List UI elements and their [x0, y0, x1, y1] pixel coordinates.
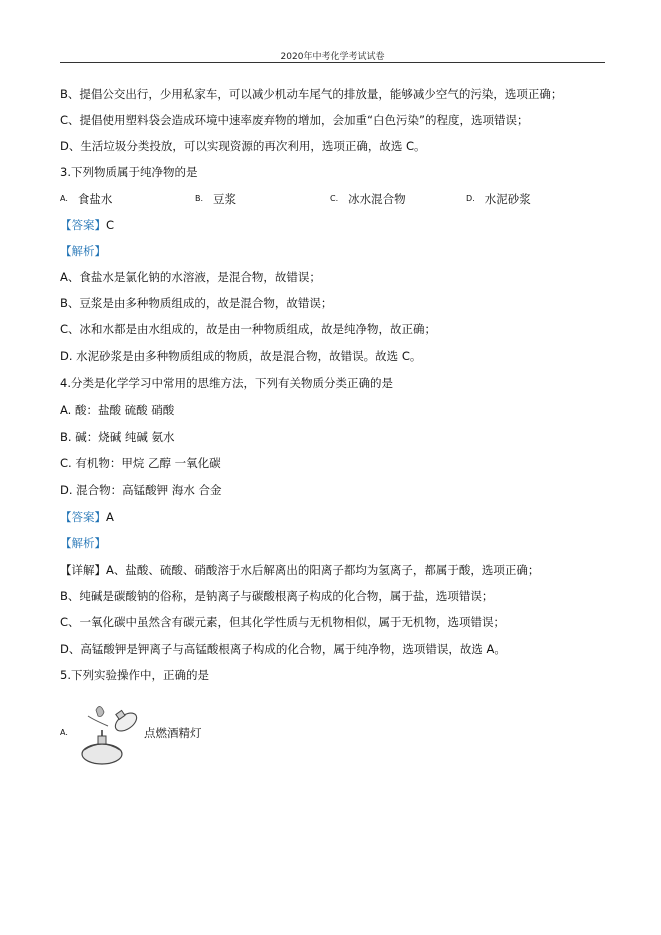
text-line: B、提倡公交出行，少用私家车，可以减少机动车尾气的排放量，能够减少空气的污染，选项正确； [60, 87, 563, 101]
header-rule [60, 62, 605, 63]
q4-answer: 【答案】A [60, 510, 114, 524]
q3-option-d: D. 水泥砂浆 [466, 192, 531, 206]
q5-option-a-key: A. [60, 728, 68, 737]
q4-option-b: B. 碱：烧碱 纯碱 氨水 [60, 430, 175, 444]
analysis-line: B、纯碱是碳酸钠的俗称，是钠离子与碳酸根离子构成的化合物，属于盐，选项错误； [60, 589, 494, 603]
question-3-stem: 3.下列物质属于纯净物的是 [60, 165, 198, 179]
q5-option-a-text: 点燃酒精灯 [144, 726, 202, 740]
analysis-line: C、冰和水都是由水组成的，故是由一种物质组成，故是纯净物，故正确； [60, 322, 437, 336]
q4-option-a: A. 酸：盐酸 硫酸 硝酸 [60, 403, 175, 417]
q4-analysis-tag: 【解析】 [60, 536, 106, 550]
q3-answer: 【答案】C [60, 218, 115, 232]
question-5-stem: 5.下列实验操作中，正确的是 [60, 668, 209, 682]
question-4-stem: 4.分类是化学学习中常用的思维方法，下列有关物质分类正确的是 [60, 376, 393, 390]
q4-detail: 【详解】A、盐酸、硫酸、硝酸溶于水后解离出的阳离子都均为氢离子，都属于酸，选项正确； [60, 563, 540, 577]
analysis-line: D、高锰酸钾是钾离子与高锰酸根离子构成的化合物，属于纯净物，选项错误，故选 A。 [60, 642, 506, 656]
q3-analysis-tag: 【解析】 [60, 244, 106, 258]
q4-option-c: C. 有机物：甲烷 乙醇 一氧化碳 [60, 456, 221, 470]
q3-option-b: B. 豆浆 [195, 192, 237, 206]
alcohol-lamp-lighting-figure [74, 702, 144, 768]
analysis-line: B、豆浆是由多种物质组成的，故是混合物，故错误； [60, 296, 333, 310]
q3-option-c: C. 冰水混合物 [330, 192, 406, 206]
text-line: D、生活垃圾分类投放，可以实现资源的再次利用，选项正确，故选 C。 [60, 139, 426, 153]
analysis-line: C、一氧化碳中虽然含有碳元素，但其化学性质与无机物相似，属于无机物，选项错误； [60, 615, 506, 629]
q3-option-a: A. 食盐水 [60, 192, 113, 206]
analysis-line: D. 水泥砂浆是由多种物质组成的物质，故是混合物，故错误。故选 C。 [60, 349, 422, 363]
text-line: C、提倡使用塑料袋会造成环境中速率废弃物的增加，会加重“白色污染”的程度，选项错误； [60, 113, 529, 127]
q4-option-d: D. 混合物：高锰酸钾 海水 合金 [60, 483, 222, 497]
analysis-line: A、食盐水是氯化钠的水溶液，是混合物，故错误； [60, 270, 321, 284]
page-header: 2020年中考化学考试试卷 [280, 52, 385, 62]
